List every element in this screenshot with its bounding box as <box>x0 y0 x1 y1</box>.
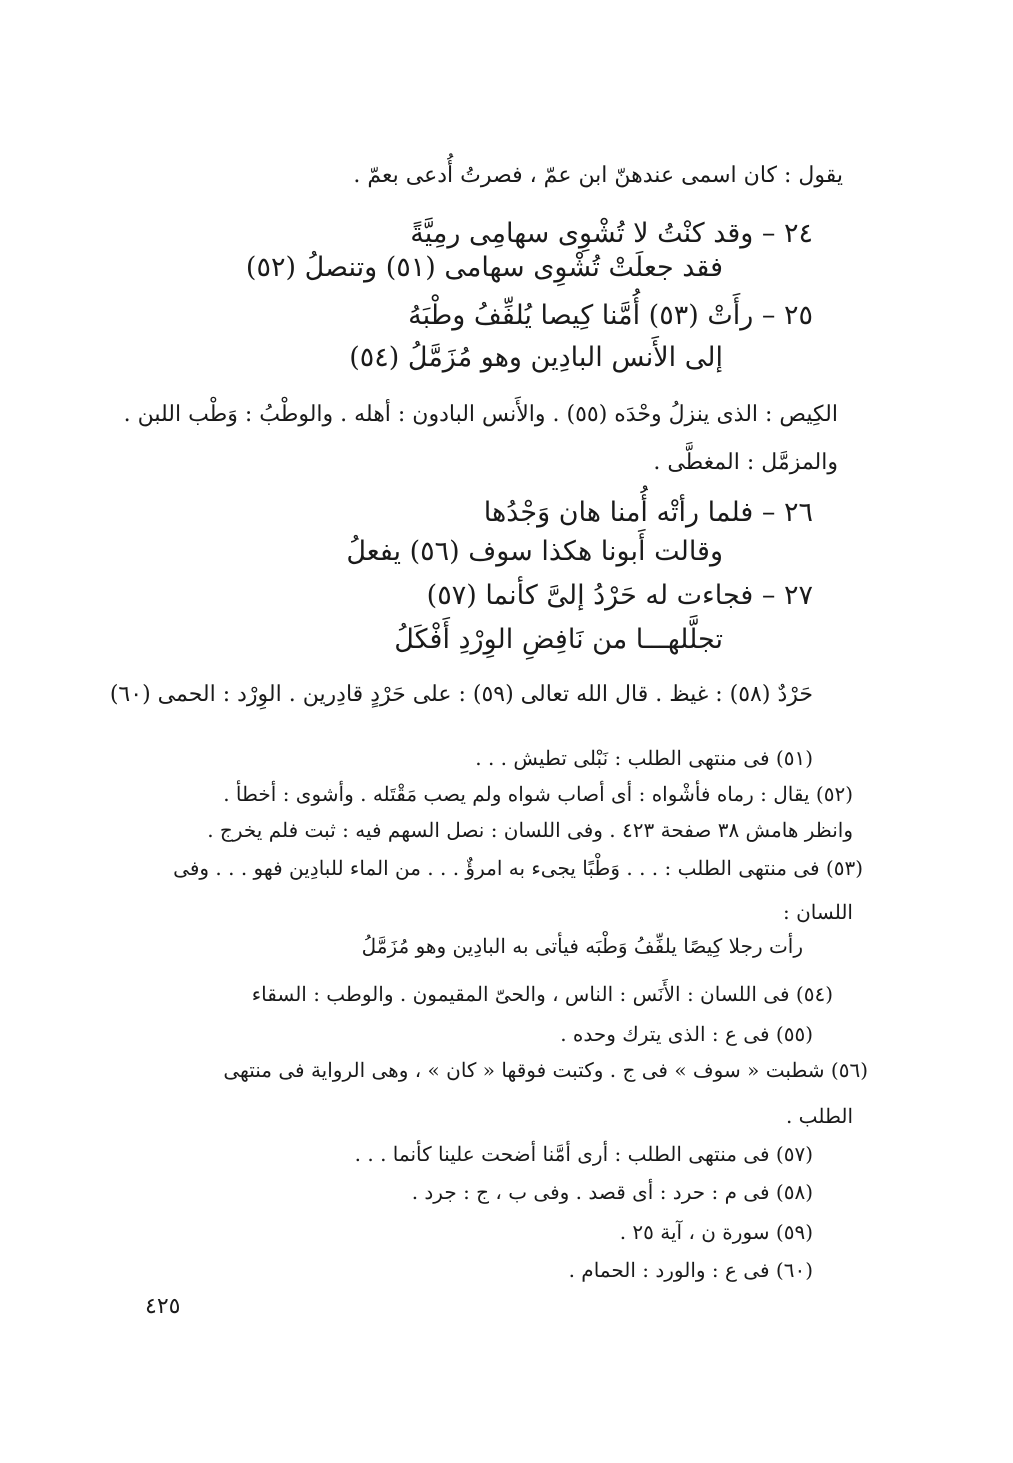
verse-25-first-hemistich: ٢٥ – رأَتْ (٥٣) أُمَّنا كِيصا يُلفِّفُ وطْبَهُ <box>408 300 813 331</box>
gloss-line-continued: والمزمَّل : المغطَّى . <box>653 450 838 475</box>
footnote-54: (٥٤) فى اللسان : الأَنَس : الناس ، والحىّ المقيمون . والوطب : السقاء <box>251 982 833 1006</box>
footnote-52: (٥٢) يقال : رماه فأشْواه : أى أصاب شواه ولم يصب مَقْتَله . وأشوى : أخطأ . <box>223 782 853 806</box>
footnote-51: (٥١) فى منتهى الطلب : نَبْلى تطيش . . . <box>475 746 813 770</box>
intro-line: يقول : كان اسمى عندهنّ ابن عمّ ، فصرتُ أُدعى بعمّ . <box>353 163 843 188</box>
footnote-53-quoted-verse: رأت رجلا كِيصًا يلفِّفُ وَطْبَه فيأتى به البادِين وهو مُزَمَّلُ <box>361 934 803 958</box>
verse-26-first-hemistich: ٢٦ – فلما رأتْه أُمنا هان وَجْدُها <box>483 497 813 528</box>
footnote-60: (٦٠) فى ع : والورد : الحمام . <box>568 1258 813 1282</box>
footnote-55: (٥٥) فى ع : الذى يترك وحده . <box>560 1022 813 1046</box>
verse-27-first-hemistich: ٢٧ – فجاءت له حَرْدُ إلىَّ كأنما (٥٧) <box>426 580 813 611</box>
footnote-58: (٥٨) فى م : حرد : أى قصد . وفى ب ، ج : جرد . <box>411 1180 813 1204</box>
footnote-57: (٥٧) فى منتهى الطلب : أرى أمَّنا أضحت علينا كأنما . . . <box>354 1142 813 1166</box>
footnote-52-continued: وانظر هامش ٣٨ صفحة ٤٢٣ . وفى اللسان : نصل السهم فيه : ثبت فلم يخرج . <box>207 818 853 842</box>
page-number: ٤٢٥ <box>145 1294 181 1319</box>
verse-24-second-hemistich: فقد جعلَتْ تُشْوِى سهامى (٥١) وتنصلُ (٥٢) <box>245 252 723 283</box>
footnote-56: (٥٦) شطبت « سوف » فى ج . وكتبت فوقها « كان » ، وهى الرواية فى منتهى <box>223 1058 868 1082</box>
verse-27-second-hemistich: تجلَّلهـــا من نَافِضِ الوِرْدِ أَفْكَلُ <box>394 624 723 655</box>
verse-24-first-hemistich: ٢٤ – وقد كنْتُ لا تُشْوِى سهامِى رمِيَّةً <box>410 218 813 249</box>
verse-26-second-hemistich: وقالت أَبونا هكذا سوف (٥٦) يفعلُ <box>346 536 723 567</box>
footnote-53-continued: اللسان : <box>783 900 853 924</box>
verse-25-second-hemistich: إلى الأَنس البادِين وهو مُزَمَّلُ (٥٤) <box>349 342 723 373</box>
gloss-line: الكِيص : الذى ينزلُ وحْدَه (٥٥) . والأَنس البادون : أهله . والوطْبُ : وَطْب اللبن . <box>123 402 838 427</box>
gloss-line-hard: حَرْدٌ (٥٨) : غيظ . قال الله تعالى (٥٩) : على حَرْدٍ قادِرين . الوِرْد : الحمى (٦٠) <box>109 682 813 707</box>
footnote-53: (٥٣) فى منتهى الطلب : . . . وَطْبًا يجىء به امرؤٌ . . . من الماء للبادِين فهو . . . وفى <box>173 856 863 880</box>
footnote-59: (٥٩) سورة ن ، آية ٢٥ . <box>619 1220 813 1244</box>
footnote-56-continued: الطلب . <box>785 1104 853 1128</box>
